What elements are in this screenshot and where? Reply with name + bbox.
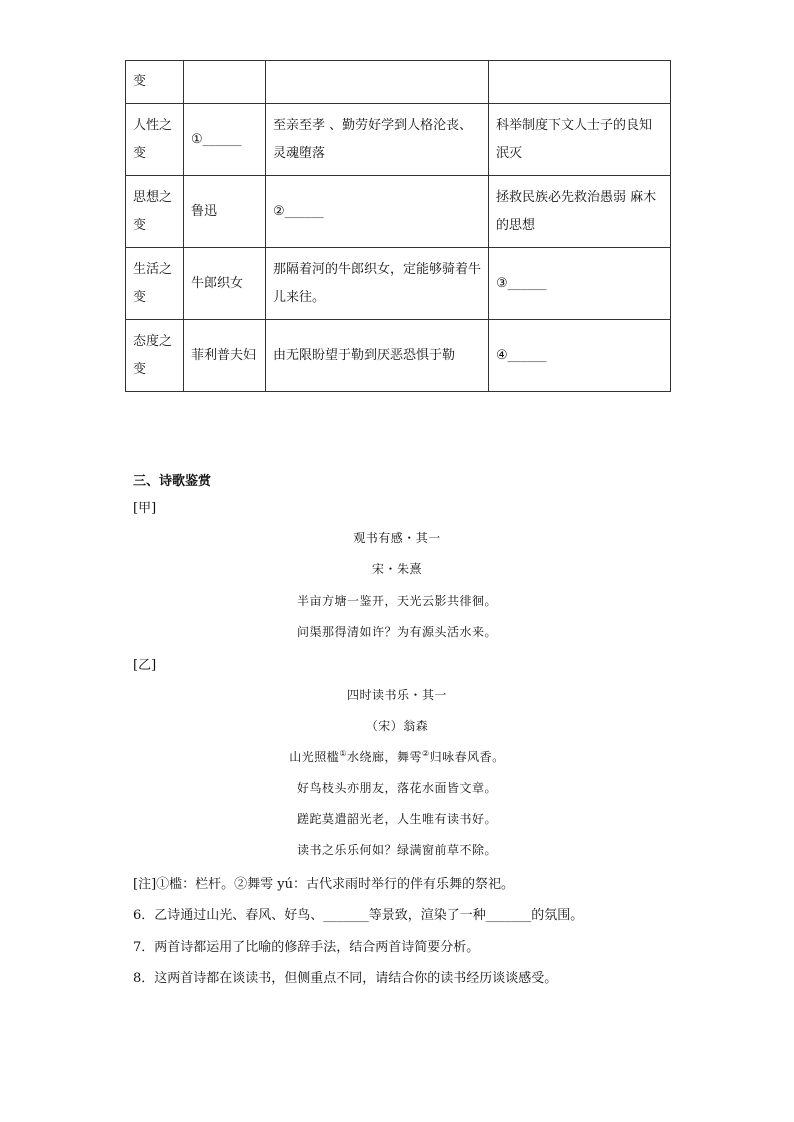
table-cell: ②______ <box>266 176 489 248</box>
table-cell: 牛郎织女 <box>184 248 266 320</box>
table-cell: 菲利普夫妇 <box>184 320 266 392</box>
question-7: 7．两首诗都运用了比喻的修辞手法，结合两首诗简要分析。 <box>133 940 480 955</box>
table-cell <box>266 61 489 104</box>
poem-line: 好鸟枝头亦朋友，落花水面皆文章。 <box>296 781 497 795</box>
table-row <box>126 320 671 392</box>
footnote-marker: ① <box>339 749 347 758</box>
table-cell <box>184 61 266 104</box>
table-cell: 拯救民族必先救治愚弱 麻木的思想 <box>489 176 671 248</box>
poem-line: 问渠那得清如许？为有源头活水来。 <box>296 625 497 639</box>
table-cell: ④______ <box>489 320 671 392</box>
question-6: 6．乙诗通过山光、春风、好鸟、_______等景致，渲染了一种_______的氛围。 <box>133 908 584 923</box>
table-cell: 至亲至孝 、勤劳好学到人格沦丧、灵魂堕落 <box>266 104 489 176</box>
comparison-table <box>125 60 671 392</box>
poem-line-part: 水绕廊，舞雩 <box>346 750 422 764</box>
table-cell: ③______ <box>489 248 671 320</box>
section-title: 三、诗歌鉴赏 <box>133 474 212 489</box>
table-row <box>126 61 671 104</box>
annotation-note: [注]①槛：栏杆。②舞雩 yú：古代求雨时举行的伴有乐舞的祭祀。 <box>133 877 514 892</box>
poem-line: 蹉跎莫遣韶光老，人生唯有读书好。 <box>296 812 497 826</box>
poem-line: 读书之乐乐何如？绿满窗前草不除。 <box>296 843 497 857</box>
table-cell: 生活之变 <box>126 248 184 320</box>
table-cell: 那隔着河的牛郎织女，定能够骑着牛儿来往。 <box>266 248 489 320</box>
poem-line-part: 归咏春风香。 <box>429 750 505 764</box>
poem-a-label: [甲] <box>133 501 157 516</box>
poem-a-author: 宋・朱熹 <box>371 562 422 576</box>
table-cell: 科举制度下文人士子的良知泯灭 <box>489 104 671 176</box>
table-cell: 变 <box>126 61 184 104</box>
table-row <box>126 248 671 320</box>
table-cell: 人性之变 <box>126 104 184 176</box>
table-row <box>126 176 671 248</box>
table-cell: ①______ <box>184 104 266 176</box>
poem-b-title: 四时读书乐・其一 <box>346 688 447 702</box>
table-cell: 由无限盼望于勒到厌恶恐惧于勒 <box>266 320 489 392</box>
table-cell: 鲁迅 <box>184 176 266 248</box>
poem-a-title: 观书有感・其一 <box>353 531 441 545</box>
poem-b-label: [乙] <box>133 658 157 673</box>
table-row <box>126 104 671 176</box>
poem-line-part: 山光照槛 <box>289 750 340 764</box>
table-cell <box>489 61 671 104</box>
poem-b-author: （宋）翁森 <box>365 719 429 733</box>
table-cell: 思想之变 <box>126 176 184 248</box>
question-8: 8．这两首诗都在谈读书，但侧重点不同，请结合你的读书经历谈谈感受。 <box>133 971 558 986</box>
poem-line <box>0 748 794 765</box>
table-cell: 态度之变 <box>126 320 184 392</box>
footnote-marker: ② <box>422 749 430 758</box>
poem-line: 半亩方塘一鉴开，天光云影共徘徊。 <box>296 594 497 608</box>
